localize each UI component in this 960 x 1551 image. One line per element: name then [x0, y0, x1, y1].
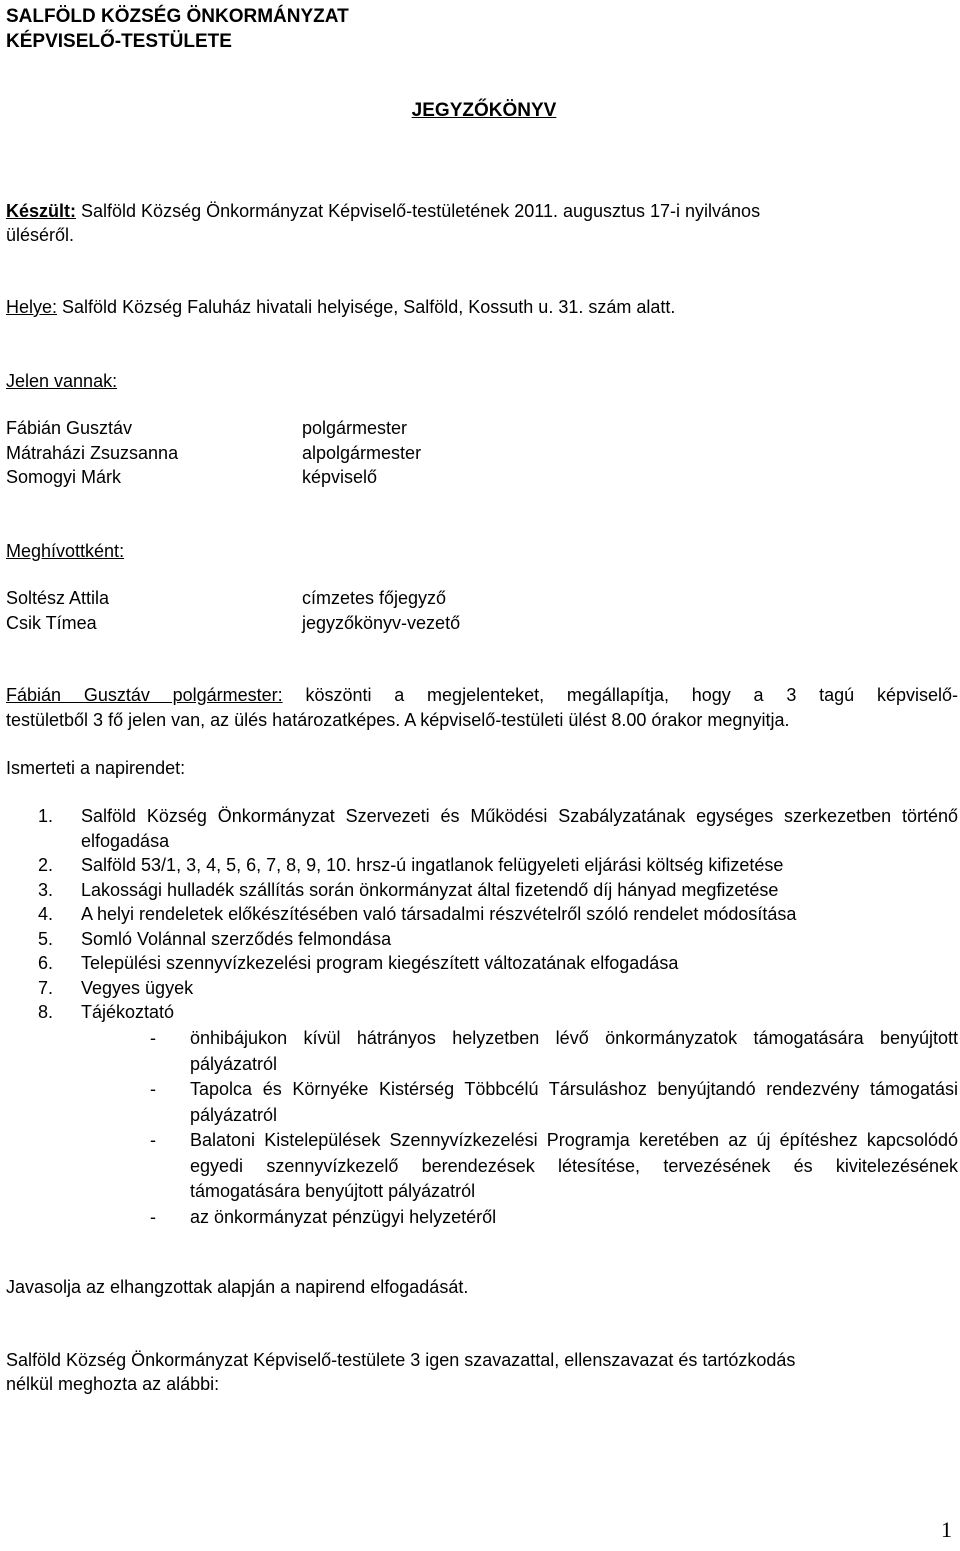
dash-bullet: - [150, 1028, 156, 1048]
agenda-item-number: 5. [38, 928, 54, 949]
agenda-item-text: Somló Volánnal szerződés felmondása [81, 928, 392, 949]
invited-names [6, 586, 109, 635]
opening-speaker: Fábián Gusztáv polgármester: [6, 685, 283, 705]
subitem-text: önhibájukon kívül hátrányos helyzetben lévő önkormányzatok támogatására benyújtott pályázatról [190, 1028, 958, 1074]
present-name: Fábián Gusztáv [6, 418, 133, 438]
agenda-item-number: 1. [38, 806, 54, 826]
agenda-item [8, 804, 958, 853]
present-name: Somogyi Márk [6, 467, 122, 487]
present-names [6, 416, 178, 490]
decision-line-2: nélkül meghozta az alábbi: [6, 1374, 220, 1394]
keszult-text-line2: üléséről. [6, 225, 75, 245]
invited-heading: Meghívottként: [6, 541, 125, 561]
invited-role: jegyzőkönyv-vezető [302, 612, 461, 633]
helye-paragraph [6, 295, 675, 319]
agenda-item-text: Települési szennyvízkezelési program kiegészített változatának elfogadása [81, 953, 679, 973]
present-name: Mátraházi Zsuzsanna [6, 442, 179, 463]
subitem [150, 1128, 958, 1205]
present-heading: Jelen vannak: [6, 371, 118, 391]
agenda-item-number: 7. [38, 977, 54, 998]
subitem [150, 1077, 958, 1128]
agenda-item-number: 3. [38, 879, 54, 900]
subitem [150, 1205, 958, 1231]
document-title: JEGYZŐKÖNYV [411, 100, 557, 121]
keszult-text-line1: Salföld Község Önkormányzat Képviselő-testületének 2011. augusztus 17-i nyilvános [76, 201, 761, 221]
agenda-item-number: 4. [38, 904, 54, 924]
agenda-item-text: Salföld Község Önkormányzat Szervezeti és Működési Szabályzatának egységes szerkezetben történő elfogadása [81, 806, 958, 851]
keszult-paragraph [6, 199, 760, 247]
subitem-text: az önkormányzat pénzügyi helyzetéről [190, 1206, 497, 1227]
agenda-item [8, 927, 958, 952]
present-role: képviselő [302, 467, 378, 487]
present-role: polgármester [302, 418, 408, 438]
opening-line-1 [6, 683, 958, 707]
keszult-label: Készült: [6, 201, 77, 221]
invited-name: Csik Tímea [6, 612, 97, 633]
agenda-item [8, 1000, 958, 1025]
agenda-item [8, 902, 958, 927]
present-roles [302, 416, 421, 490]
document-header [6, 4, 349, 54]
agenda-item-number: 8. [38, 1002, 54, 1022]
agenda-item [8, 853, 958, 878]
agenda-item [8, 951, 958, 976]
helye-text: Salföld Község Faluház hivatali helyisége, Salföld, Kossuth u. 31. szám alatt. [57, 297, 676, 317]
present-role: alpolgármester [302, 442, 422, 463]
invited-roles [302, 586, 460, 635]
information-subitems [150, 1026, 958, 1230]
opening-line1-rest: köszönti a megjelenteket, megállapítja, hogy a 3 tagú képviselő- [282, 685, 958, 705]
dash-bullet: - [150, 1130, 156, 1150]
opening-line-2: testületből 3 fő jelen van, az ülés határozatképes. A képviselő-testületi ülést 8.00 órakor megnyitja. [6, 710, 790, 730]
agenda-item-number: 6. [38, 953, 54, 973]
subitem-text: Tapolca és Környéke Kistérség Többcélú Társuláshoz benyújtandó rendezvény támogatási pályázatról [190, 1079, 958, 1125]
proposal-paragraph: Javasolja az elhangzottak alapján a napirend elfogadását. [6, 1277, 469, 1297]
agenda-item-number: 2. [38, 855, 54, 875]
agenda-item-text: Salföld 53/1, 3, 4, 5, 6, 7, 8, 9, 10. hrsz-ú ingatlanok felügyeleti eljárási költség kifizetése [81, 855, 784, 875]
dash-bullet: - [150, 1079, 156, 1099]
invited-name: Soltész Attila [6, 588, 110, 608]
agenda-item-text: Tájékoztató [81, 1002, 175, 1022]
agenda-item [8, 976, 958, 1001]
invited-role: címzetes főjegyző [302, 588, 447, 608]
subitem [150, 1026, 958, 1077]
agenda-intro: Ismerteti a napirendet: [6, 758, 186, 778]
decision-line-1: Salföld Község Önkormányzat Képviselő-testülete 3 igen szavazattal, ellenszavazat és tartózkodás [6, 1350, 796, 1370]
helye-label: Helye: [6, 297, 58, 317]
dash-bullet: - [150, 1206, 156, 1227]
subitem-text: Balatoni Kistelepülések Szennyvízkezelési Programja keretében az új építéshez kapcsolódó egyedi szennyvízkezelő berendezések létesítése, tervezésének és kivitelezésének támogatására benyújtott pályázatról [190, 1130, 958, 1201]
agenda-item-text: Vegyes ügyek [81, 977, 194, 998]
agenda-item-text: A helyi rendeletek előkészítésében való társadalmi részvételről szóló rendelet módosítása [81, 904, 797, 924]
page-number: 1 [941, 1517, 952, 1542]
decision-paragraph [6, 1348, 795, 1396]
header-line-2: KÉPVISELŐ-TESTÜLETE [6, 31, 232, 52]
agenda-item [8, 878, 958, 903]
agenda-item-text: Lakossági hulladék szállítás során önkormányzat által fizetendő díj hányad megfizetése [81, 879, 779, 900]
header-line-1: SALFÖLD KÖZSÉG ÖNKORMÁNYZAT [6, 6, 349, 27]
agenda-list [8, 804, 958, 1025]
